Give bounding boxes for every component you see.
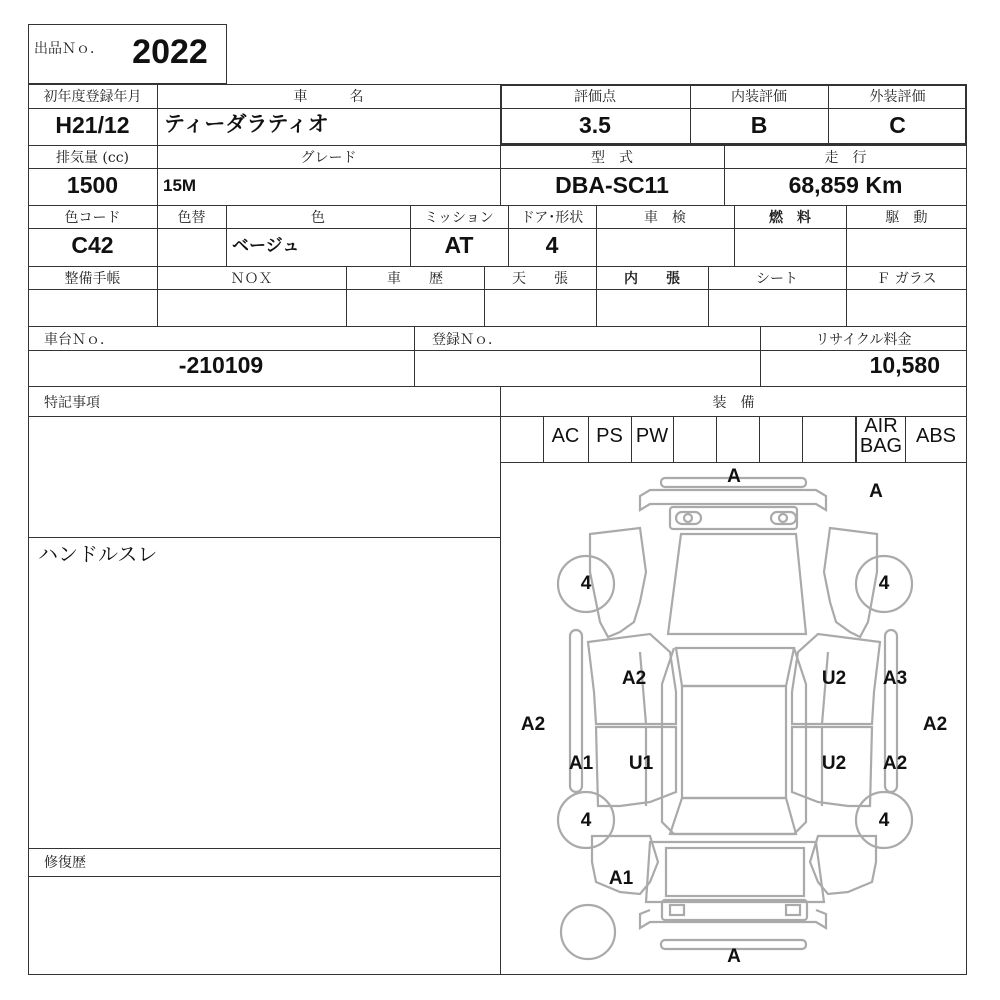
maintenance-book-label: 整備手帳 — [64, 271, 121, 287]
equip-pw: PW — [635, 425, 669, 447]
mark-wheel-rr: 4 — [878, 810, 890, 831]
car-name-label: 車 名 — [293, 89, 364, 105]
nox-label: ＮＯＸ — [230, 271, 273, 287]
equip-abs: ABS — [915, 425, 957, 447]
color-value: ベージュ — [232, 236, 300, 255]
displacement-label: 排気量 (cc) — [55, 150, 130, 166]
reg-date-value: H21/12 — [55, 112, 130, 138]
mark-right-rear-door: U2 — [821, 753, 847, 774]
mark-left-sill: A1 — [568, 753, 594, 774]
model-label: 型 式 — [591, 150, 633, 166]
mark-front-right: A — [869, 481, 883, 502]
chassis-no-value: -210109 — [178, 352, 264, 378]
fuel-label: 燃 料 — [769, 210, 811, 226]
mark-wheel-rl: 4 — [580, 810, 592, 831]
repaint-label: 色替 — [177, 210, 206, 226]
score-value: 3.5 — [579, 112, 611, 138]
exterior-grade-label: 外装評価 — [869, 89, 926, 105]
mark-left-rear-door: U1 — [628, 753, 654, 774]
color-label: 色 — [311, 210, 325, 226]
exterior-grade-value: C — [889, 112, 906, 138]
mark-front-bumper: A — [727, 466, 741, 487]
mark-right-rear: A2 — [882, 753, 908, 774]
interior-grade-value: B — [750, 112, 768, 138]
door-label: ドア･形状 — [520, 210, 584, 226]
reg-date-label: 初年度登録年月 — [43, 89, 142, 105]
mark-left-front-door: A2 — [621, 668, 647, 689]
interior-lining-label: 内 張 — [624, 271, 680, 287]
registration-no-label: 登録Ｎｏ． — [432, 332, 502, 348]
mileage-label: 走 行 — [824, 150, 867, 166]
color-code-value: C42 — [71, 232, 114, 258]
drive-label: 駆 動 — [885, 210, 928, 226]
recycle-fee-label: リサイクル料金 — [815, 332, 912, 348]
mark-wheel-fl: 4 — [580, 573, 592, 594]
roof-lining-label: 天 張 — [512, 271, 568, 287]
lot-number-value: 2022 — [132, 33, 208, 71]
vehicle-history-label: 車 歴 — [387, 271, 443, 287]
mark-right-fender: A3 — [882, 668, 908, 689]
lot-number-label: 出品Ｎｏ． — [34, 41, 104, 57]
grade-value: 15M — [163, 176, 197, 195]
mark-left-rear-quarter: A1 — [608, 868, 634, 889]
mark-wheel-fr: 4 — [878, 573, 890, 594]
grade-label: グレード — [300, 150, 357, 166]
color-code-label: 色コード — [64, 210, 121, 226]
mileage-value: 68,859 Km — [788, 172, 903, 198]
chassis-no-label: 車台Ｎｏ． — [44, 332, 114, 348]
equip-airbag: AIR BAG — [859, 415, 903, 457]
mark-rear-bumper: A — [727, 946, 741, 967]
equip-ac: AC — [551, 425, 580, 447]
mark-right-outer: A2 — [922, 714, 948, 735]
recycle-fee-value: 10,580 — [869, 352, 940, 378]
door-value: 4 — [545, 232, 559, 258]
seat-label: シート — [756, 271, 798, 287]
mark-left-outer: A2 — [520, 714, 546, 735]
inspection-label: 車 検 — [644, 210, 686, 226]
mark-right-front-door: U2 — [821, 668, 847, 689]
notes-label: 特記事項 — [44, 395, 100, 411]
mission-label: ミッション — [424, 210, 494, 226]
displacement-value: 1500 — [66, 172, 119, 198]
interior-grade-label: 内装評価 — [731, 89, 787, 105]
mission-value: AT — [444, 232, 474, 258]
score-label: 評価点 — [574, 89, 616, 105]
notes-text: ハンドルスレ — [38, 542, 158, 566]
equip-ps: PS — [596, 425, 623, 447]
repair-history-label: 修復歴 — [44, 855, 86, 871]
car-diagram — [500, 462, 967, 975]
equipment-label: 装 備 — [712, 395, 755, 411]
car-name-value: ティーダラティオ — [164, 113, 329, 136]
model-value: DBA-SC11 — [555, 172, 669, 198]
front-glass-label: Ｆ ガラス — [876, 271, 937, 287]
